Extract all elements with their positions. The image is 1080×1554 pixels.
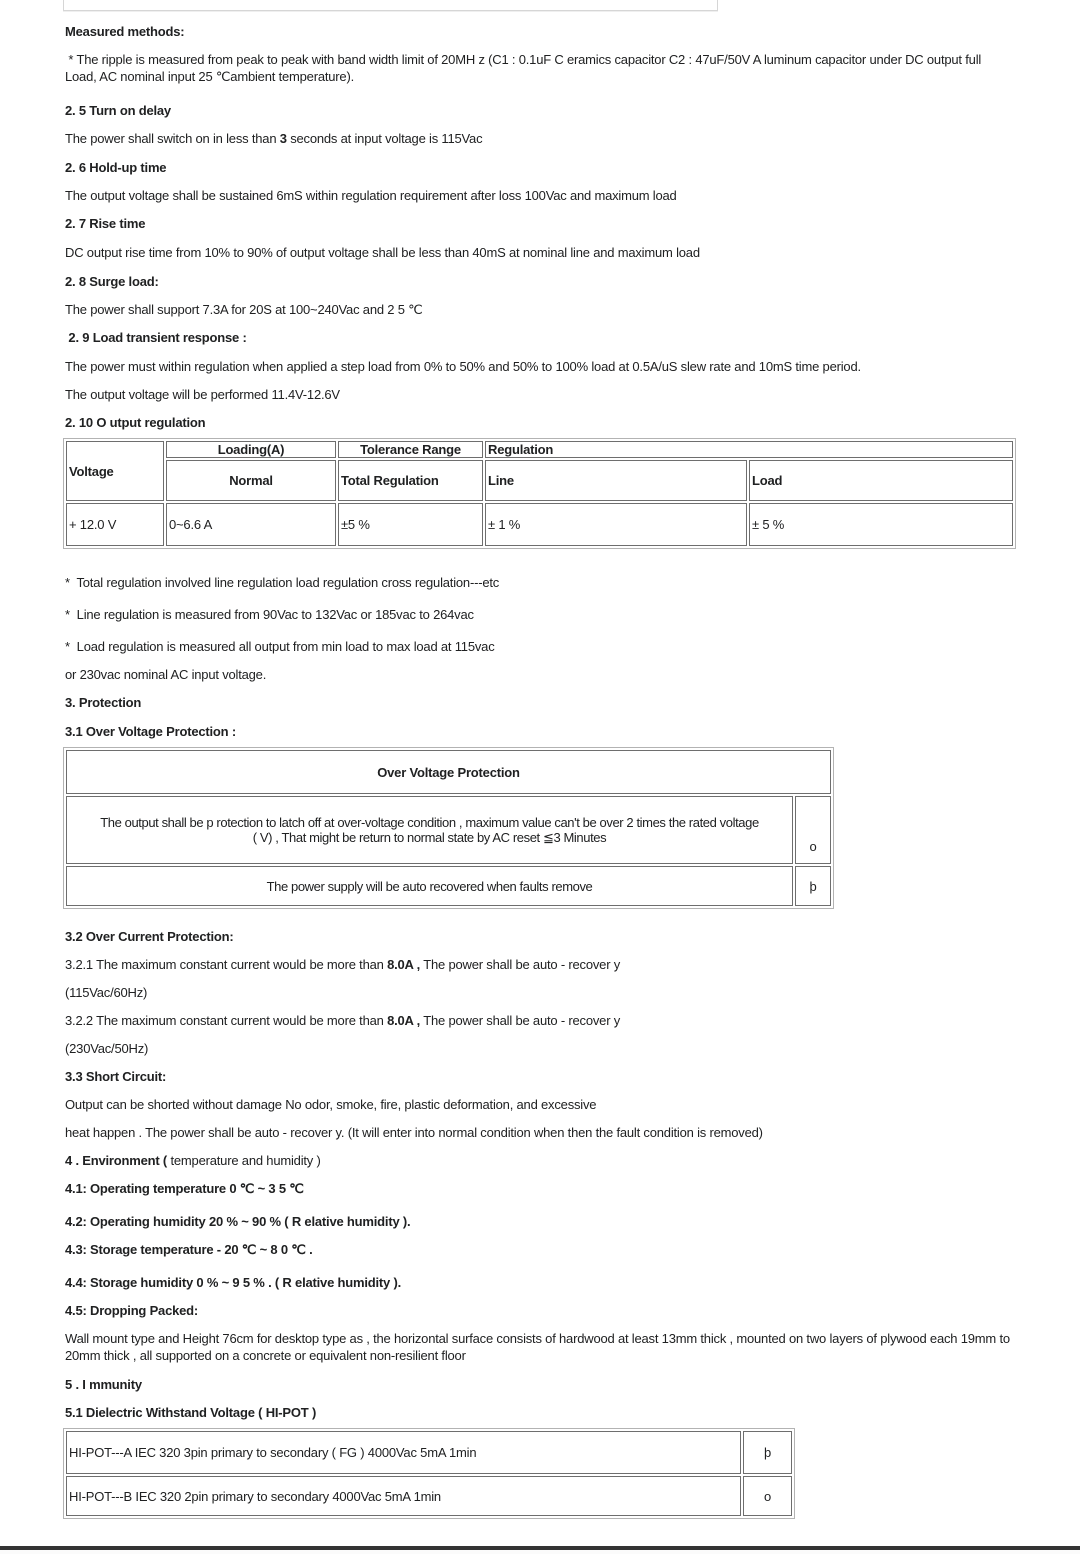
cell-ovp-row1-text <box>66 796 793 864</box>
cell-loading-value: 0~6.6 A <box>166 503 336 546</box>
table-row <box>66 866 831 906</box>
heading-hold-up-time: 2. 6 Hold-up time <box>65 160 167 175</box>
partial-table-remnant <box>63 0 718 11</box>
heading-dropping-packed: 4.5: Dropping Packed: <box>65 1303 199 1318</box>
paragraph-rise-time: DC output rise time from 10% to 90% of output voltage shall be less than 40mS at nominal line and maximum load <box>65 245 700 260</box>
paragraph-dropping-packed: Wall mount type and Height 76cm for desktop type as , the horizontal surface consists of hardwood at least 13mm thick , mounted on two layers of plywood each 19mm to 20mm thick , all supported on a concrete or equivalent non-resilient floor <box>65 1331 1010 1363</box>
hipot-table <box>63 1428 795 1519</box>
table-row <box>66 1476 792 1516</box>
note-line-regulation: * Line regulation is measured from 90Vac to 132Vac or 185vac to 264vac <box>65 607 474 622</box>
text-line: ( V) , That might be return to normal state by AC reset ≦3 Minutes <box>252 829 607 845</box>
note-load-regulation: * Load regulation is measured all output from min load to max load at 115vac <box>65 639 495 654</box>
cell-hipot-b: HI-POT---B IEC 320 2pin primary to secondary 4000Vac 5mA 1min <box>66 1476 741 1516</box>
cell-load-value: ± 5 % <box>749 503 1013 546</box>
cell-voltage-value: + 12.0 V <box>66 503 164 546</box>
checkbox-mark: o <box>743 1476 792 1516</box>
heading-operating-humidity: 4.2: Operating humidity 20 % ~ 90 % ( R elative humidity ). <box>65 1214 411 1229</box>
text-segment: 4 . Environment ( <box>65 1153 171 1168</box>
heading-rise-time: 2. 7 Rise time <box>65 216 146 231</box>
cell-load-header: Load <box>749 460 1013 501</box>
cell-tolerance-range-header: Tolerance Range <box>338 441 483 458</box>
paragraph-load-transient-1: The power must within regulation when applied a step load from 0% to 50% and 50% to 100% load at 0.5A/uS slew rate and 10mS time period. <box>65 359 861 374</box>
text-segment: seconds at input voltage is 115Vac <box>286 131 483 146</box>
page-bottom-area <box>0 1550 1080 1554</box>
text-segment: The power shall be auto - recover y <box>420 1013 621 1028</box>
paragraph-ocp-321-cond: (115Vac/60Hz) <box>65 985 148 1000</box>
cell-line-header: Line <box>485 460 747 501</box>
text-segment: The power shall be auto - recover y <box>420 957 621 972</box>
heading-load-transient-response: 2. 9 Load transient response : <box>65 330 247 345</box>
output-regulation-table <box>63 438 1016 549</box>
bold-value: 8.0A , <box>387 1013 421 1028</box>
cell-total-regulation-value: ±5 % <box>338 503 483 546</box>
cell-voltage-header: Voltage <box>66 441 164 501</box>
paragraph-load-transient-2: The output voltage will be performed 11.4V-12.6V <box>65 387 340 402</box>
paragraph-turn-on-delay <box>65 130 1016 147</box>
paragraph-surge-load: The power shall support 7.3A for 20S at 100~240Vac and 2 5 ℃ <box>65 302 423 317</box>
heading-measured-methods: Measured methods: <box>65 24 185 39</box>
bold-value: 3 <box>279 131 287 146</box>
cell-ovp-title: Over Voltage Protection <box>66 750 831 794</box>
text-segment: temperature and humidity ) <box>170 1153 321 1168</box>
paragraph-hold-up-time: The output voltage shall be sustained 6mS within regulation requirement after loss 100Vac and maximum load <box>65 188 677 203</box>
paragraph-short-circuit-2: heat happen . The power shall be auto - recover y. (It will enter into normal condition when then the fault condition is removed) <box>65 1125 763 1140</box>
text-segment: The power shall switch on in less than <box>65 131 280 146</box>
table-row <box>66 503 1013 546</box>
paragraph-ripple-note: * The ripple is measured from peak to peak with band width limit of 20MH z (C1 : 0.1uF C eramics capacitor C2 : 47uF/50V A luminum capacitor under DC output full Load, AC nominal input 25 ℃ambient temperature). <box>65 52 982 84</box>
heading-over-current-protection: 3.2 Over Current Protection: <box>65 929 234 944</box>
cell-normal-header: Normal <box>166 460 336 501</box>
text-segment: 3.2.1 The maximum constant current would be more than <box>65 957 388 972</box>
table-row <box>66 1431 792 1474</box>
text-line: The output shall be p rotection to latch off at over-voltage condition , maximum value can't be over 2 times the rated voltage <box>100 814 759 830</box>
heading-short-circuit: 3.3 Short Circuit: <box>65 1069 167 1084</box>
heading-immunity: 5 . I mmunity <box>65 1377 142 1392</box>
table-row <box>66 796 831 864</box>
heading-environment <box>65 1152 1016 1169</box>
checkbox-mark: o <box>795 796 831 864</box>
heading-output-regulation: 2. 10 O utput regulation <box>65 415 206 430</box>
heading-operating-temperature: 4.1: Operating temperature 0 ℃ ~ 3 5 ℃ <box>65 1181 304 1196</box>
over-voltage-protection-table <box>63 747 834 909</box>
cell-loading-header: Loading(A) <box>166 441 336 458</box>
paragraph-ocp-322-cond: (230Vac/50Hz) <box>65 1041 149 1056</box>
cell-regulation-header: Regulation <box>485 441 1013 458</box>
bold-value: 8.0A , <box>387 957 421 972</box>
heading-over-voltage-protection: 3.1 Over Voltage Protection : <box>65 724 236 739</box>
paragraph-short-circuit-1: Output can be shorted without damage No odor, smoke, fire, plastic deformation, and excessive <box>65 1097 597 1112</box>
cell-ovp-row2-text: The power supply will be auto recovered when faults remove <box>66 866 793 906</box>
note-total-regulation: * Total regulation involved line regulation load regulation cross regulation---etc <box>65 575 500 590</box>
heading-dielectric-withstand: 5.1 Dielectric Withstand Voltage ( HI-POT ) <box>65 1405 317 1420</box>
note-load-regulation-cont: or 230vac nominal AC input voltage. <box>65 667 267 682</box>
heading-turn-on-delay: 2. 5 Turn on delay <box>65 103 171 118</box>
checkbox-mark: þ <box>743 1431 792 1474</box>
heading-protection: 3. Protection <box>65 695 142 710</box>
heading-surge-load: 2. 8 Surge load: <box>65 274 159 289</box>
cell-hipot-a: HI-POT---A IEC 320 3pin primary to secondary ( FG ) 4000Vac 5mA 1min <box>66 1431 741 1474</box>
cell-line-value: ± 1 % <box>485 503 747 546</box>
cell-total-regulation-header: Total Regulation <box>338 460 483 501</box>
paragraph-ocp-321 <box>65 956 1016 973</box>
heading-storage-humidity: 4.4: Storage humidity 0 % ~ 9 5 % . ( R elative humidity ). <box>65 1275 402 1290</box>
text-segment: 3.2.2 The maximum constant current would be more than <box>65 1013 388 1028</box>
heading-storage-temperature: 4.3: Storage temperature - 20 ℃ ~ 8 0 ℃ . <box>65 1242 313 1257</box>
checkbox-mark: þ <box>795 866 831 906</box>
paragraph-ocp-322 <box>65 1012 1016 1029</box>
